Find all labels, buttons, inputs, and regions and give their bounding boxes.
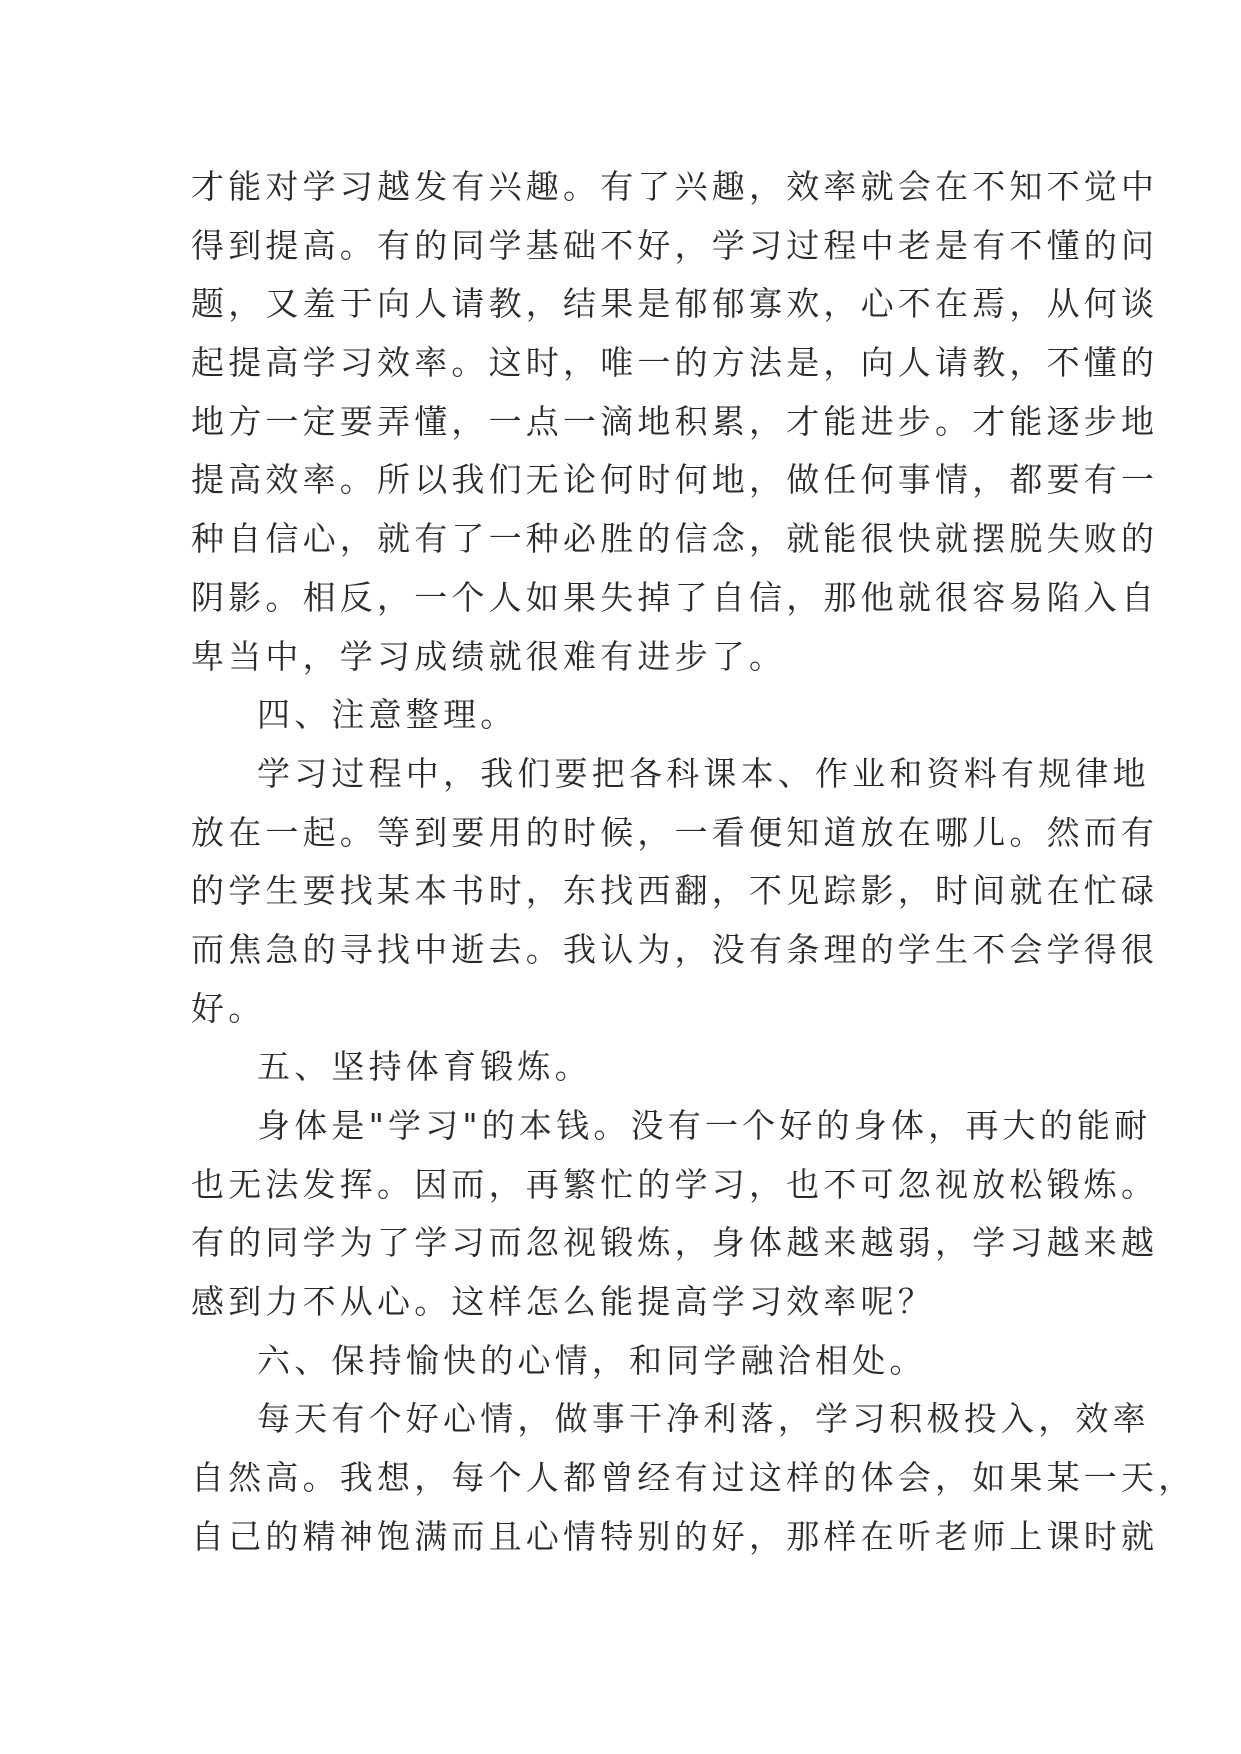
text-line: 得到提高。有的同学基础不好，学习过程中老是有不懂的问 <box>191 225 1159 265</box>
text-line: 自己的精神饱满而且心情特别的好，那样在听老师上课时就 <box>191 1516 1159 1556</box>
text-line: 自然高。我想，每个人都曾经有过这样的体会，如果某一天， <box>191 1458 1196 1498</box>
text-line: 而焦急的寻找中逝去。我认为，没有条理的学生不会学得很 <box>191 929 1159 969</box>
text-line: 地方一定要弄懂，一点一滴地积累，才能进步。才能逐步地 <box>191 401 1159 441</box>
body-text <box>191 158 1196 1567</box>
text-line: 种自信心，就有了一种必胜的信念，就能很快就摆脱失败的 <box>191 519 1159 559</box>
section-heading: 五、坚持体育锻炼。 <box>257 1047 592 1087</box>
section-heading: 六、保持愉快的心情，和同学融洽相处。 <box>257 1340 927 1380</box>
paragraph-first-line: 学习过程中，我们要把各科课本、作业和资料有规律地 <box>257 753 1150 793</box>
text-line: 才能对学习越发有兴趣。有了兴趣，效率就会在不知不觉中 <box>191 167 1159 206</box>
text-line: 有的同学为了学习而忽视锻炼，身体越来越弱，学习越来越 <box>191 1223 1159 1263</box>
paragraph-first-line: 每天有个好心情，做事干净利落，学习积极投入，效率 <box>257 1399 1150 1439</box>
text-line: 的学生要找某本书时，东找西翻，不见踪影，时间就在忙碌 <box>191 871 1159 911</box>
text-line: 起提高学习效率。这时，唯一的方法是，向人请教，不懂的 <box>191 343 1159 383</box>
text-line: 也无法发挥。因而，再繁忙的学习，也不可忽视放松锻炼。 <box>191 1164 1159 1204</box>
text-line: 卑当中，学习成绩就很难有进步了。 <box>191 636 787 676</box>
text-line: 好。 <box>191 988 266 1028</box>
paragraph-first-line: 身体是"学习"的本钱。没有一个好的身体，再大的能耐 <box>257 1106 1152 1145</box>
text-line: 放在一起。等到要用的时候，一看便知道放在哪儿。然而有 <box>191 812 1159 852</box>
text-line: 阴影。相反，一个人如果失掉了自信，那他就很容易陷入自 <box>191 577 1159 617</box>
text-line: 题，又羞于向人请教，结果是郁郁寡欢，心不在焉，从何谈 <box>191 284 1159 324</box>
section-heading: 四、注意整理。 <box>257 695 518 735</box>
text-line: 提高效率。所以我们无论何时何地，做任何事情，都要有一 <box>191 460 1159 500</box>
text-line: 感到力不从心。这样怎么能提高学习效率呢？ <box>191 1282 935 1322</box>
